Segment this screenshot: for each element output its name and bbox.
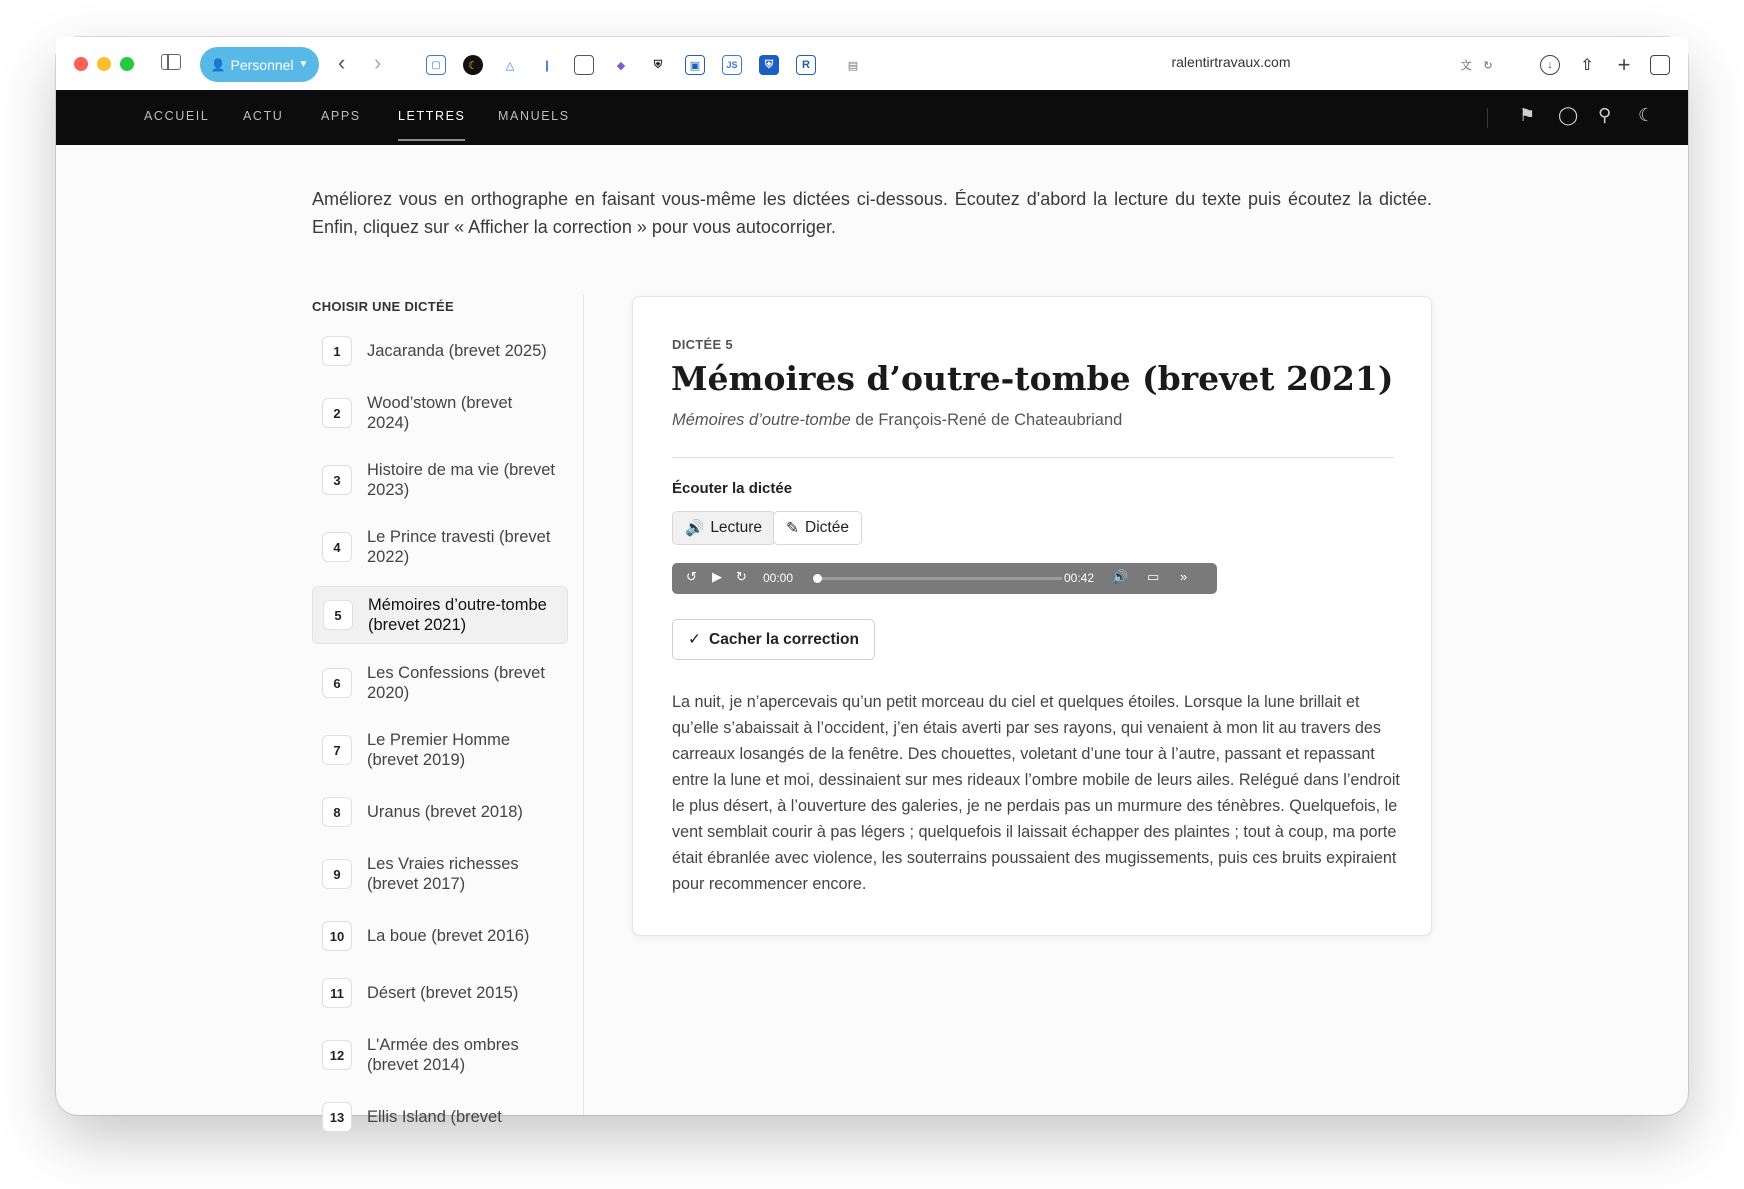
nav-manuels[interactable]: MANUELS xyxy=(498,109,570,123)
close-window-button[interactable] xyxy=(74,57,88,71)
dictee-item-label: Mémoires d’outre-tombe (brevet 2021) xyxy=(368,596,547,634)
dictee-item-label: Désert (brevet 2015) xyxy=(367,984,519,1002)
dictee-number-badge: 7 xyxy=(322,735,352,765)
correction-text: La nuit, je n’apercevais qu’un petit morceau du ciel et quelques étoiles. Lorsque la lune brillait et qu’elle s’abaissait à l’occident, j’en étais averti par ses rayons, qui venaient à mon lit au travers des carreaux losangés de la fenêtre. Des chouettes, voletant d’une tour à l’autre, passant et repassant entre la lune et moi, dessinaient sur mes rideaux l’ombre mobile de leurs ailes. Relégué dans l’endroit le plus désert, à l’ouverture des galeries, je ne perdais pas un murmure des ténèbres. Quelquefois, le vent semblait courir à pas légers ; quelquefois il laissait échapper des plaintes ; tout à coup, ma porte était ébranlée avec violence, les souterrains poussaient des mugissements, puis ces bruits expiraient pour recommencer encore. xyxy=(672,693,1400,893)
back-arrow-icon[interactable]: ‹ xyxy=(338,50,346,75)
current-time: 00:00 xyxy=(763,571,794,585)
dictee-card xyxy=(632,296,1432,936)
pencil-icon: ✎ xyxy=(786,519,799,537)
dictee-number-badge: 3 xyxy=(322,465,352,495)
dictee-item-label: Le Prince travesti (brevet 2022) xyxy=(367,528,551,566)
rewind-icon[interactable]: ↺ xyxy=(686,569,697,584)
browser-toolbar xyxy=(56,37,1688,90)
dictee-number-badge: 12 xyxy=(322,1040,352,1070)
download-icon[interactable]: ↓ xyxy=(1540,55,1560,75)
zoom-window-button[interactable] xyxy=(120,57,134,71)
bookmark-icon[interactable]: ⚑ xyxy=(1519,105,1536,125)
listen-label: Écouter la dictée xyxy=(672,480,793,497)
dictee-item[interactable] xyxy=(312,913,568,959)
dictee-item[interactable] xyxy=(312,452,568,508)
extension-moon-icon[interactable]: ☾ xyxy=(463,55,483,75)
dictee-item[interactable] xyxy=(312,1027,568,1083)
dictee-list xyxy=(312,328,583,1140)
speaker-icon: 🔊 xyxy=(685,519,705,537)
dictee-number-badge: 9 xyxy=(322,859,352,889)
extension-r-icon[interactable]: R xyxy=(796,55,816,75)
extension-pin-icon[interactable]: ❙ xyxy=(542,59,552,72)
window-controls xyxy=(74,57,134,71)
dictee-item[interactable] xyxy=(312,846,568,902)
dictee-author: de François-René de Chateaubriand xyxy=(850,411,1123,429)
audio-player xyxy=(672,563,1217,594)
dictee-number-badge: 5 xyxy=(323,600,353,630)
dictee-number-badge: 11 xyxy=(322,978,352,1008)
tab-overview-icon[interactable] xyxy=(1650,55,1670,75)
extension-copy-icon[interactable] xyxy=(574,55,594,75)
new-tab-icon[interactable]: + xyxy=(1617,52,1631,77)
dictee-item-label: Jacaranda (brevet 2025) xyxy=(367,342,547,360)
dictee-item-label: L'Armée des ombres (brevet 2014) xyxy=(367,1036,519,1074)
extension-shield-icon[interactable]: ⛨ xyxy=(653,58,663,71)
dictee-mode-label: Dictée xyxy=(805,519,849,536)
person-icon: 👤 xyxy=(210,57,226,72)
dictee-number-badge: 8 xyxy=(322,797,352,827)
dictee-item[interactable] xyxy=(312,789,568,835)
seek-thumb[interactable] xyxy=(813,574,822,583)
reader-mode-icon[interactable]: ▤ xyxy=(847,59,859,72)
lecture-button[interactable] xyxy=(672,511,775,545)
dictee-item-label: Ellis Island (brevet xyxy=(367,1108,502,1126)
profile-label: Personnel xyxy=(230,56,294,73)
nav-separator xyxy=(1487,108,1488,128)
dictee-item[interactable] xyxy=(312,970,568,1016)
profile-button[interactable] xyxy=(200,47,319,82)
dictee-number-badge: 2 xyxy=(322,398,352,428)
dictee-number-badge: 1 xyxy=(322,336,352,366)
dictee-item-label: Les Confessions (brevet 2020) xyxy=(367,664,545,702)
search-icon[interactable]: ⚲ xyxy=(1598,105,1612,125)
dictee-sidebar xyxy=(312,295,584,1126)
dark-mode-icon[interactable]: ☾ xyxy=(1638,105,1655,125)
dictee-button[interactable] xyxy=(773,511,862,545)
dictee-work: Mémoires d’outre-tombe xyxy=(672,411,851,429)
dictee-item-label: Les Vraies richesses (brevet 2017) xyxy=(367,855,519,893)
dictee-number-badge: 10 xyxy=(322,921,352,951)
dictee-item[interactable] xyxy=(312,1094,568,1140)
extension-cube-icon[interactable]: ▢ xyxy=(426,55,446,75)
airplay-icon[interactable]: ▭ xyxy=(1147,569,1160,584)
dictee-kicker: DICTÉE 5 xyxy=(672,337,733,352)
dictee-title: Mémoires d’outre-tombe (brevet 2021) xyxy=(671,359,1394,398)
nav-apps[interactable]: APPS xyxy=(321,109,361,123)
dictee-number-badge: 4 xyxy=(322,532,352,562)
share-icon[interactable]: ⇧ xyxy=(1580,57,1594,74)
toggle-correction-button[interactable] xyxy=(672,619,875,660)
dictee-item[interactable] xyxy=(312,722,568,778)
extension-frame-icon[interactable]: ▣ xyxy=(685,55,705,75)
user-icon[interactable]: ◯ xyxy=(1558,105,1579,125)
chevron-down-icon: ▼ xyxy=(298,59,309,70)
volume-icon[interactable]: 🔊 xyxy=(1112,569,1129,584)
extension-crystal-icon[interactable]: ◆ xyxy=(616,59,626,72)
minimize-window-button[interactable] xyxy=(97,57,111,71)
dictee-item[interactable] xyxy=(312,586,568,644)
dictee-item[interactable] xyxy=(312,655,568,711)
lecture-label: Lecture xyxy=(710,519,763,536)
site-nav xyxy=(56,90,1688,145)
forward-arrow-icon[interactable]: › xyxy=(374,50,382,75)
seek-bar[interactable] xyxy=(815,577,1062,580)
extension-bitwarden-icon[interactable]: ⛨ xyxy=(759,55,779,75)
forward-icon[interactable]: ↻ xyxy=(736,569,747,584)
nav-lettres[interactable]: LETTRES xyxy=(398,109,466,123)
sidebar-title: CHOISIR UNE DICTÉE xyxy=(312,299,454,314)
dictee-item[interactable] xyxy=(312,385,568,441)
dictee-item[interactable] xyxy=(312,519,568,575)
dictee-number-badge: 6 xyxy=(322,668,352,698)
extension-js-icon[interactable]: JS xyxy=(722,55,742,75)
dictee-number-badge: 13 xyxy=(322,1102,352,1132)
dictee-item-label: Le Premier Homme (brevet 2019) xyxy=(367,731,511,769)
dictee-source xyxy=(672,411,1122,430)
dictee-item-label: La boue (brevet 2016) xyxy=(367,927,530,945)
intro-text: Améliorez vous en orthographe en faisant vous-même les dictées ci-dessous. Écoutez d'abord la lecture du texte puis écoutez la dictée. Enfin, cliquez sur « Afficher la correction » pour vous autocorriger. xyxy=(312,189,1432,237)
checkmark-icon: ✓ xyxy=(688,631,702,648)
extension-flask-icon[interactable]: △ xyxy=(505,59,515,72)
dictee-item[interactable] xyxy=(312,328,568,374)
browser-window xyxy=(56,37,1688,1126)
sidebar-toggle-icon[interactable] xyxy=(161,54,181,70)
dictee-item-label: Wood’stown (brevet 2024) xyxy=(367,394,513,432)
address-bar[interactable]: ralentirtravaux.com xyxy=(1171,54,1291,70)
translate-icon[interactable]: 文 xyxy=(1460,60,1472,72)
correction-label: Cacher la correction xyxy=(709,630,859,648)
reload-icon[interactable]: ↻ xyxy=(1483,59,1493,72)
dictee-item-label: Histoire de ma vie (brevet 2023) xyxy=(367,461,555,499)
divider xyxy=(672,457,1394,458)
more-controls-icon[interactable]: » xyxy=(1180,569,1188,584)
dictee-item-label: Uranus (brevet 2018) xyxy=(367,803,523,821)
play-icon[interactable]: ▶ xyxy=(712,569,722,584)
nav-accueil[interactable]: ACCUEIL xyxy=(144,109,210,123)
nav-actu[interactable]: ACTU xyxy=(243,109,284,123)
duration: 00:42 xyxy=(1064,571,1095,585)
